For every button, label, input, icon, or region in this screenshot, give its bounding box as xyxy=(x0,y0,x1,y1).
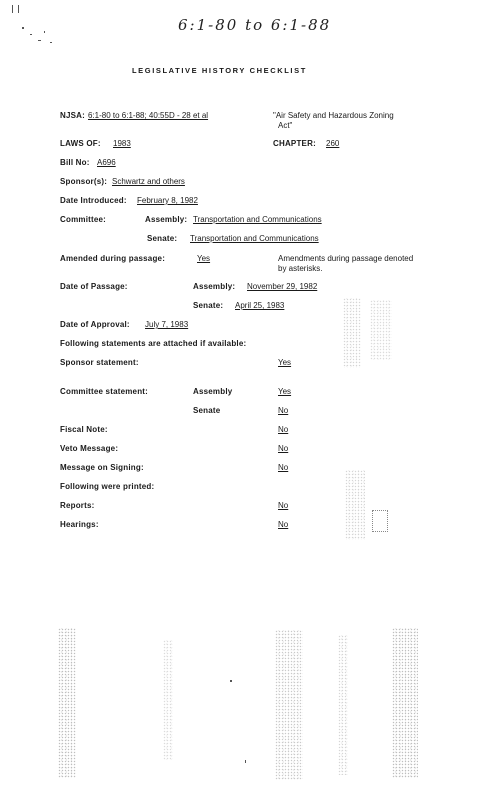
scan-speck xyxy=(38,40,41,41)
date-introduced-label: Date Introduced: xyxy=(60,196,127,205)
scan-speck xyxy=(22,27,24,29)
amended-note-line1: Amendments during passage denoted xyxy=(278,254,414,263)
date-of-passage-label: Date of Passage: xyxy=(60,282,128,291)
sponsors-label: Sponsor(s): xyxy=(60,177,108,186)
scan-noise-band xyxy=(392,628,418,778)
stamp-noise xyxy=(345,470,365,540)
fiscal-note-value: No xyxy=(278,425,289,434)
reports-label: Reports: xyxy=(60,501,95,510)
bill-no-label: Bill No: xyxy=(60,158,90,167)
committee-statement-senate-label: Senate xyxy=(193,406,221,415)
amended-note-line2: by asterisks. xyxy=(278,264,323,273)
scan-noise-band xyxy=(275,630,303,780)
njsa-label: NJSA: xyxy=(60,111,86,120)
committee-senate-value: Transportation and Communications xyxy=(190,234,319,243)
passage-senate-label: Senate: xyxy=(193,301,224,310)
chapter-label: CHAPTER: xyxy=(273,139,316,148)
sponsor-statement-label: Sponsor statement: xyxy=(60,358,139,367)
committee-statement-senate-value: No xyxy=(278,406,289,415)
scan-speck xyxy=(245,760,246,763)
scan-noise-band xyxy=(338,635,348,775)
amended-value: Yes xyxy=(197,254,211,263)
laws-of-label: LAWS OF: xyxy=(60,139,101,148)
date-of-approval-value: July 7, 1983 xyxy=(145,320,189,329)
chapter-value: 260 xyxy=(326,139,340,148)
scan-speck xyxy=(230,680,232,682)
sponsor-statement-value: Yes xyxy=(278,358,292,367)
scan-speck xyxy=(18,5,19,13)
passage-senate-value: April 25, 1983 xyxy=(235,301,285,310)
committee-statement-assembly-label: Assembly xyxy=(193,387,233,396)
fiscal-note-label: Fiscal Note: xyxy=(60,425,108,434)
act-title-line1: "Air Safety and Hazardous Zoning xyxy=(273,111,394,120)
following-attached-heading: Following statements are attached if available: xyxy=(60,339,247,348)
njsa-value: 6:1-80 to 6:1-88; 40:55D - 28 et al xyxy=(88,111,209,120)
stamp-mark xyxy=(372,510,388,532)
bill-no-value: A696 xyxy=(97,158,116,167)
scan-speck xyxy=(12,5,13,13)
passage-assembly-value: November 29, 1982 xyxy=(247,282,318,291)
committee-assembly-label: Assembly: xyxy=(145,215,188,224)
sponsors-value: Schwartz and others xyxy=(112,177,185,186)
page-title: LEGISLATIVE HISTORY CHECKLIST xyxy=(132,66,307,75)
scan-speck xyxy=(44,31,45,33)
passage-assembly-label: Assembly: xyxy=(193,282,236,291)
following-printed-heading: Following were printed: xyxy=(60,482,155,491)
scan-speck xyxy=(30,34,32,35)
amended-label: Amended during passage: xyxy=(60,254,166,263)
laws-of-value: 1983 xyxy=(113,139,131,148)
act-title-line2: Act" xyxy=(278,121,293,130)
committee-senate-label: Senate: xyxy=(147,234,178,243)
date-introduced-value: February 8, 1982 xyxy=(137,196,198,205)
scan-noise-band xyxy=(163,640,173,760)
message-on-signing-label: Message on Signing: xyxy=(60,463,144,472)
veto-message-label: Veto Message: xyxy=(60,444,119,453)
message-on-signing-value: No xyxy=(278,463,289,472)
hearings-value: No xyxy=(278,520,289,529)
committee-statement-label: Committee statement: xyxy=(60,387,149,396)
handwritten-header: 6:1-80 to 6:1-88 xyxy=(178,16,332,34)
scan-noise-band xyxy=(58,628,76,778)
reports-value: No xyxy=(278,501,289,510)
committee-label: Committee: xyxy=(60,215,107,224)
stamp-noise xyxy=(343,298,361,368)
hearings-label: Hearings: xyxy=(60,520,99,529)
committee-statement-assembly-value: Yes xyxy=(278,387,292,396)
veto-message-value: No xyxy=(278,444,289,453)
date-of-approval-label: Date of Approval: xyxy=(60,320,130,329)
committee-assembly-value: Transportation and Communications xyxy=(193,215,322,224)
scan-speck xyxy=(50,42,52,43)
stamp-noise xyxy=(370,300,392,360)
